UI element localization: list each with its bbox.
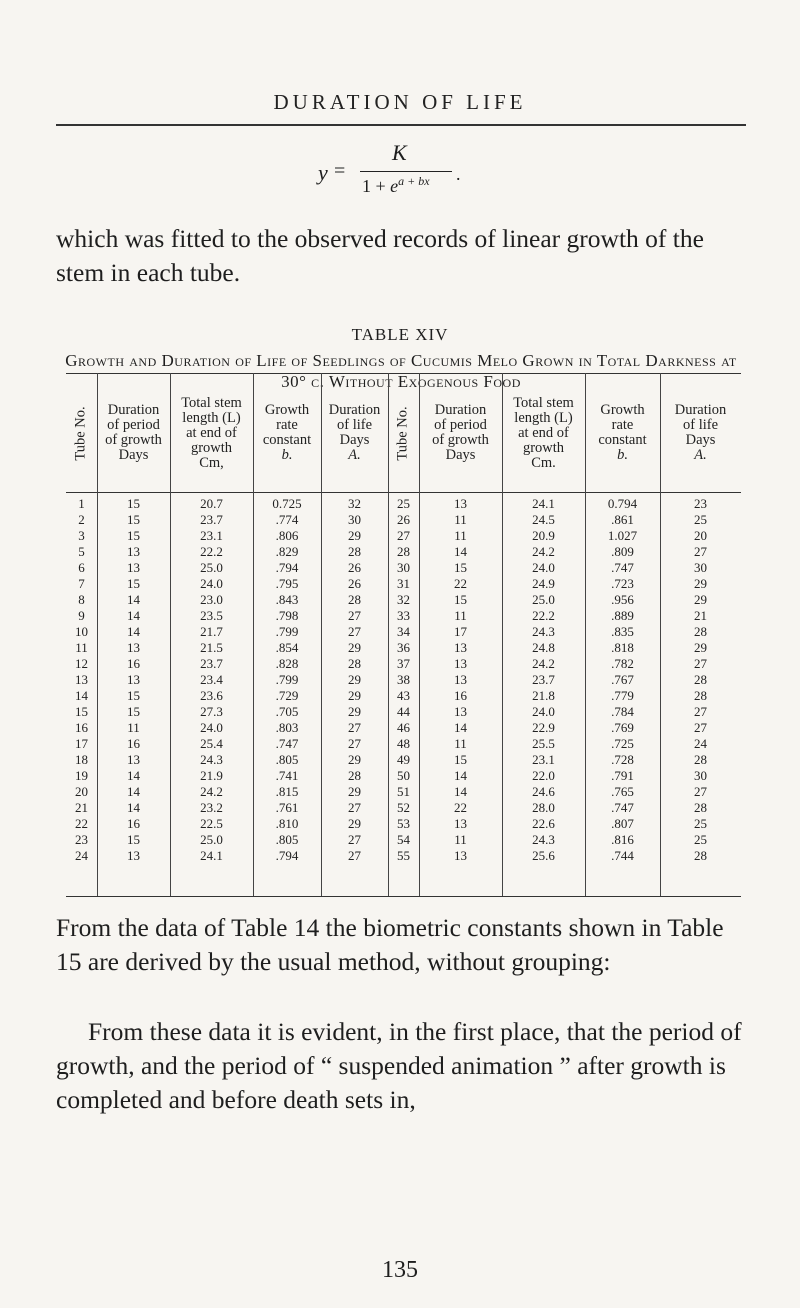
table-cell: 25.0 xyxy=(200,832,223,847)
table-cell: 24.3 xyxy=(532,624,555,639)
table-cell: 36 xyxy=(397,640,410,655)
table-cell: 15 xyxy=(75,704,88,719)
table-cell: 25 xyxy=(694,816,707,831)
table-cell: 31 xyxy=(397,576,410,591)
table-cell: 23 xyxy=(75,832,88,847)
table-cell: .818 xyxy=(611,640,634,655)
table-cell: 27 xyxy=(694,656,707,671)
table-cell: 16 xyxy=(127,816,140,831)
table-cell: 11 xyxy=(454,528,467,543)
table-cell: 15 xyxy=(127,512,140,527)
header-duration-growth-2: Duration of period of growth Days xyxy=(432,402,489,463)
table-cell: .769 xyxy=(611,720,634,735)
table-cell: .805 xyxy=(275,832,299,847)
table-cell: 11 xyxy=(127,720,140,735)
table-row xyxy=(66,512,741,528)
denominator-one: 1 + xyxy=(362,176,386,196)
table-cell: 13 xyxy=(454,848,467,863)
table-cell: 51 xyxy=(397,784,410,799)
formula-numerator: K xyxy=(392,140,407,165)
table-cell: 55 xyxy=(397,848,410,863)
formula-denominator xyxy=(362,174,430,197)
table-cell: 24.0 xyxy=(532,704,555,719)
table-cell: .747 xyxy=(611,560,634,575)
table-cell: 1.027 xyxy=(607,528,638,543)
table-cell: 27 xyxy=(694,544,707,559)
table-cell: 27 xyxy=(348,608,361,623)
table-cell: .744 xyxy=(611,848,634,863)
table-cell: 24.5 xyxy=(532,512,555,527)
table-row xyxy=(66,656,741,672)
table-cell: 14 xyxy=(454,768,467,783)
table-cell: 29 xyxy=(348,688,361,703)
table-cell: 48 xyxy=(397,736,410,751)
table-cell: 24.0 xyxy=(200,720,223,735)
running-head: DURATION OF LIFE xyxy=(273,90,527,114)
table-cell: 13 xyxy=(454,640,467,655)
table-cell: 28 xyxy=(694,672,707,687)
table-cell: .815 xyxy=(275,784,299,799)
page-number: 135 xyxy=(382,1257,418,1283)
table-cell: 27 xyxy=(348,736,361,751)
table-cell: 23.4 xyxy=(200,672,223,687)
table-row xyxy=(66,624,741,640)
table-cell: 29 xyxy=(348,816,361,831)
table-cell: 21 xyxy=(694,608,707,623)
table-cell: 33 xyxy=(397,608,410,623)
table-cell: 22.2 xyxy=(532,608,555,623)
table-cell: .809 xyxy=(611,544,634,559)
table-cell: 23 xyxy=(694,496,707,511)
table-cell: 28 xyxy=(694,688,707,703)
table-cell: .795 xyxy=(275,576,299,591)
table-cell: .723 xyxy=(611,576,634,591)
table-cell: 22.2 xyxy=(200,544,223,559)
table-cell: 25.0 xyxy=(532,592,555,607)
table-cell: 24.6 xyxy=(532,784,555,799)
table-cell: 29 xyxy=(694,592,707,607)
fraction-bar xyxy=(360,171,452,172)
table-cell: 13 xyxy=(454,672,467,687)
table-row xyxy=(66,592,741,608)
table-cell: .725 xyxy=(611,736,634,751)
table-cell: 21.9 xyxy=(200,768,223,783)
table-cell: 14 xyxy=(127,608,140,623)
table-cell: 53 xyxy=(397,816,410,831)
table-cell: 24.1 xyxy=(532,496,555,511)
table-cell: 2 xyxy=(78,512,85,527)
header-growth-rate-2: Growth rate constant b. xyxy=(598,402,647,463)
table-row xyxy=(66,608,741,624)
table-cell: 23.5 xyxy=(200,608,223,623)
table-cell: 24.1 xyxy=(200,848,223,863)
formula-period: . xyxy=(456,164,461,184)
table-cell: 29 xyxy=(348,704,361,719)
table-cell: 50 xyxy=(397,768,410,783)
table-cell: 13 xyxy=(127,752,140,767)
table-row xyxy=(66,704,741,720)
table-cell: 3 xyxy=(78,528,85,543)
table-cell: 25.5 xyxy=(532,736,555,751)
table-cell: .803 xyxy=(275,720,299,735)
table-top-rule xyxy=(66,373,741,374)
paragraph-intro: which was fitted to the observed records of linear growth of the stem in each tube. xyxy=(56,224,704,287)
table-cell: 13 xyxy=(127,672,140,687)
table-cell: .741 xyxy=(275,768,299,783)
table-row xyxy=(66,800,741,816)
table-cell: 30 xyxy=(397,560,410,575)
denominator-exponent: a + bx xyxy=(398,174,430,188)
table-cell: 29 xyxy=(348,784,361,799)
table-cell: 29 xyxy=(694,640,707,655)
table-cell: 14 xyxy=(454,784,467,799)
table-cell: 28 xyxy=(348,656,361,671)
table-cell: 11 xyxy=(454,512,467,527)
table-cell: 25.6 xyxy=(532,848,555,863)
table-cell: 29 xyxy=(348,672,361,687)
table-cell: .854 xyxy=(275,640,299,655)
table-cell: 22 xyxy=(75,816,88,831)
table-cell: 24 xyxy=(75,848,88,863)
table-cell: 22.5 xyxy=(200,816,223,831)
table-cell: 14 xyxy=(127,624,140,639)
table-cell: 27 xyxy=(694,704,707,719)
table-cell: 24.2 xyxy=(532,544,555,559)
table-cell: 27.3 xyxy=(200,704,223,719)
table-cell: .705 xyxy=(275,704,299,719)
table-cell: 15 xyxy=(127,528,140,543)
table-cell: 25.4 xyxy=(200,736,223,751)
table-cell: 49 xyxy=(397,752,410,767)
table-cell: 32 xyxy=(348,496,361,511)
table-cell: 22.6 xyxy=(532,816,555,831)
table-cell: 24.0 xyxy=(200,576,223,591)
table-cell: 24.8 xyxy=(532,640,555,655)
table-cell: 22 xyxy=(454,576,467,591)
table-cell: 29 xyxy=(348,752,361,767)
table-cell: 46 xyxy=(397,720,410,735)
table-cell: 28 xyxy=(348,544,361,559)
formula-lhs: y xyxy=(318,160,328,185)
denominator-base: e xyxy=(390,176,399,196)
table-cell: 20 xyxy=(75,784,88,799)
table-caption: Growth and Duration of Life of Seedlings of Cucumis Melo Grown in Total Darkness at 30° c. Without Exogenous Food xyxy=(65,351,737,391)
table-cell: 1 xyxy=(78,496,85,511)
table-cell: 27 xyxy=(348,720,361,735)
table-cell: 32 xyxy=(397,592,410,607)
table-cell: 15 xyxy=(127,704,140,719)
table-label: TABLE XIV xyxy=(351,325,449,344)
table-cell: 29 xyxy=(348,528,361,543)
table-cell: 34 xyxy=(397,624,410,639)
table-cell: .799 xyxy=(275,672,299,687)
table-cell: 21.5 xyxy=(200,640,223,655)
table-cell: 28 xyxy=(694,752,707,767)
table-cell: 23.1 xyxy=(200,528,223,543)
table-row xyxy=(66,768,741,784)
table-cell: 10 xyxy=(75,624,88,639)
table-row xyxy=(66,672,741,688)
table-cell: 23.2 xyxy=(200,800,223,815)
table-cell: 11 xyxy=(454,832,467,847)
header-duration-life-2: Duration of life Days A. xyxy=(674,402,727,463)
table-cell: 27 xyxy=(694,784,707,799)
table-row xyxy=(66,640,741,656)
table-cell: 28 xyxy=(397,544,410,559)
table-cell: 16 xyxy=(127,656,140,671)
table-cell: 25 xyxy=(694,832,707,847)
table-cell: 22.0 xyxy=(532,768,555,783)
table-cell: .779 xyxy=(611,688,634,703)
header-duration-life: Duration of life Days A. xyxy=(328,402,381,463)
table-cell: 28 xyxy=(694,800,707,815)
table-cell: 28 xyxy=(694,848,707,863)
table-cell: .799 xyxy=(275,624,299,639)
table-cell: 14 xyxy=(127,768,140,783)
table-cell: 15 xyxy=(454,560,467,575)
table-cell: 37 xyxy=(397,656,410,671)
table-cell: 24.3 xyxy=(200,752,223,767)
paragraph-evident: From these data it is evident, in the first place, that the period of growth, and the period of “ suspended animation ” after growth is completed and before death sets in, xyxy=(56,1017,742,1114)
table-cell: 13 xyxy=(454,816,467,831)
table-cell: 16 xyxy=(75,720,88,735)
table-cell: .843 xyxy=(275,592,299,607)
table-cell: 27 xyxy=(348,832,361,847)
table-cell: .728 xyxy=(611,752,634,767)
table-cell: 27 xyxy=(348,800,361,815)
table-cell: .774 xyxy=(275,512,299,527)
header-tube-no: Tube No. xyxy=(73,405,90,461)
table-cell: 20.9 xyxy=(532,528,555,543)
table-cell: .747 xyxy=(275,736,299,751)
table-body xyxy=(66,496,741,864)
table-cell: .794 xyxy=(275,848,299,863)
table-cell: 27 xyxy=(397,528,410,543)
table-row xyxy=(66,496,741,512)
table-cell: .835 xyxy=(611,624,634,639)
table-cell: 30 xyxy=(348,512,361,527)
table-cell: 23.1 xyxy=(532,752,555,767)
table-cell: 12 xyxy=(75,656,88,671)
table-cell: .791 xyxy=(611,768,634,783)
table-cell: .828 xyxy=(275,656,299,671)
table-cell: 23.7 xyxy=(532,672,555,687)
header-duration-growth: Duration of period of growth Days xyxy=(105,402,162,463)
table-row xyxy=(66,528,741,544)
table-cell: 29 xyxy=(348,640,361,655)
table-cell: 27 xyxy=(348,848,361,863)
table-cell: 54 xyxy=(397,832,410,847)
table-cell: 9 xyxy=(78,608,85,623)
table-cell: 19 xyxy=(75,768,88,783)
table-row xyxy=(66,816,741,832)
table-cell: .810 xyxy=(275,816,299,831)
table-row xyxy=(66,544,741,560)
table-cell: 28 xyxy=(348,768,361,783)
table-cell: 30 xyxy=(694,560,707,575)
table-cell: 44 xyxy=(397,704,410,719)
table-cell: 15 xyxy=(127,576,140,591)
table-cell: 13 xyxy=(454,496,467,511)
table-cell: 52 xyxy=(397,800,410,815)
table-cell: 17 xyxy=(75,736,88,751)
paragraph-constants: From the data of Table 14 the biometric constants shown in Table 15 are derived by the usual method, without grouping: xyxy=(56,913,724,976)
table-cell: 11 xyxy=(75,640,88,655)
table-cell: 0.794 xyxy=(607,496,638,511)
table-cell: 24.9 xyxy=(532,576,555,591)
table-cell: 23.0 xyxy=(200,592,223,607)
table-cell: 21.7 xyxy=(200,624,223,639)
table-cell: 24.3 xyxy=(532,832,555,847)
table-row xyxy=(66,848,741,864)
table-cell: .747 xyxy=(611,800,634,815)
table-cell: 24.2 xyxy=(200,784,223,799)
table-cell: 15 xyxy=(127,688,140,703)
table-cell: 14 xyxy=(127,800,140,815)
table-cell: 22 xyxy=(454,800,467,815)
table-cell: 15 xyxy=(454,592,467,607)
table-row xyxy=(66,832,741,848)
table-cell: 13 xyxy=(75,672,88,687)
table-cell: .889 xyxy=(611,608,634,623)
table-cell: .798 xyxy=(275,608,299,623)
table-bottom-rule xyxy=(66,896,741,897)
table-cell: 16 xyxy=(454,688,467,703)
table-cell: 13 xyxy=(127,848,140,863)
table-row xyxy=(66,784,741,800)
table-cell: 24.2 xyxy=(532,656,555,671)
table-cell: 20 xyxy=(694,528,707,543)
table-cell: 14 xyxy=(454,720,467,735)
table-cell: 11 xyxy=(454,608,467,623)
table-cell: 43 xyxy=(397,688,410,703)
header-tube-no-2: Tube No. xyxy=(395,405,412,461)
header-stem-length-2: Total stem length (L) at end of growth Cm. xyxy=(513,394,574,471)
table-cell: 23.6 xyxy=(200,688,223,703)
table-cell: .861 xyxy=(611,512,634,527)
table-cell: 8 xyxy=(78,592,85,607)
table-row xyxy=(66,736,741,752)
table-cell: .782 xyxy=(611,656,634,671)
table-cell: .816 xyxy=(611,832,634,847)
table-row xyxy=(66,560,741,576)
table-cell: .805 xyxy=(275,752,299,767)
table-cell: 24.0 xyxy=(532,560,555,575)
data-table xyxy=(66,367,741,899)
table-cell: 29 xyxy=(694,576,707,591)
table-cell: 14 xyxy=(75,688,88,703)
table-cell: 28 xyxy=(348,592,361,607)
table-cell: .829 xyxy=(275,544,299,559)
table-cell: 23.7 xyxy=(200,656,223,671)
table-cell: 14 xyxy=(127,784,140,799)
table-cell: .806 xyxy=(275,528,299,543)
header-growth-rate: Growth rate constant b. xyxy=(262,402,312,463)
header-stem-length: Total stem length (L) at end of growth Cm, xyxy=(181,394,242,471)
table-cell: .767 xyxy=(611,672,634,687)
table-cell: 30 xyxy=(694,768,707,783)
table-row xyxy=(66,576,741,592)
table-cell: 21 xyxy=(75,800,88,815)
header-rule xyxy=(56,124,746,126)
table-cell: 25.0 xyxy=(200,560,223,575)
table-cell: 7 xyxy=(78,576,85,591)
table-cell: 13 xyxy=(127,560,140,575)
table-cell: .807 xyxy=(611,816,634,831)
table-cell: 11 xyxy=(454,736,467,751)
table-cell: 20.7 xyxy=(200,496,223,511)
table-cell: 6 xyxy=(78,560,85,575)
table-cell: 13 xyxy=(127,640,140,655)
formula-equals: = xyxy=(334,160,346,182)
table-cell: 13 xyxy=(127,544,140,559)
logistic-formula xyxy=(318,140,478,200)
table-cell: .761 xyxy=(275,800,299,815)
table-cell: 27 xyxy=(694,720,707,735)
table-cell: .784 xyxy=(611,704,634,719)
table-cell: .956 xyxy=(611,592,634,607)
table-cell: 26 xyxy=(348,576,361,591)
table-cell: 0.725 xyxy=(272,496,302,511)
table-cell: .765 xyxy=(611,784,634,799)
table-row xyxy=(66,688,741,704)
table-cell: .729 xyxy=(275,688,299,703)
table-cell: 25 xyxy=(397,496,410,511)
table-cell: 15 xyxy=(127,832,140,847)
table-cell: 16 xyxy=(127,736,140,751)
table-cell: 14 xyxy=(127,592,140,607)
table-cell: 5 xyxy=(78,544,85,559)
table-cell: 14 xyxy=(454,544,467,559)
table-cell: 13 xyxy=(454,656,467,671)
table-cell: .794 xyxy=(275,560,299,575)
table-cell: 17 xyxy=(454,624,467,639)
table-cell: 24 xyxy=(694,736,707,751)
table-cell: 38 xyxy=(397,672,410,687)
table-header-rule xyxy=(66,492,741,493)
table-row xyxy=(66,752,741,768)
table-cell: 28.0 xyxy=(532,800,555,815)
table-cell: 15 xyxy=(127,496,140,511)
table-cell: 22.9 xyxy=(532,720,555,735)
table-cell: 21.8 xyxy=(532,688,555,703)
table-cell: 25 xyxy=(694,512,707,527)
table-cell: 23.7 xyxy=(200,512,223,527)
table-cell: 26 xyxy=(397,512,410,527)
table-cell: 18 xyxy=(75,752,88,767)
table-cell: 27 xyxy=(348,624,361,639)
table-cell: 26 xyxy=(348,560,361,575)
table-row xyxy=(66,720,741,736)
table-cell: 28 xyxy=(694,624,707,639)
table-cell: 15 xyxy=(454,752,467,767)
table-cell: 13 xyxy=(454,704,467,719)
